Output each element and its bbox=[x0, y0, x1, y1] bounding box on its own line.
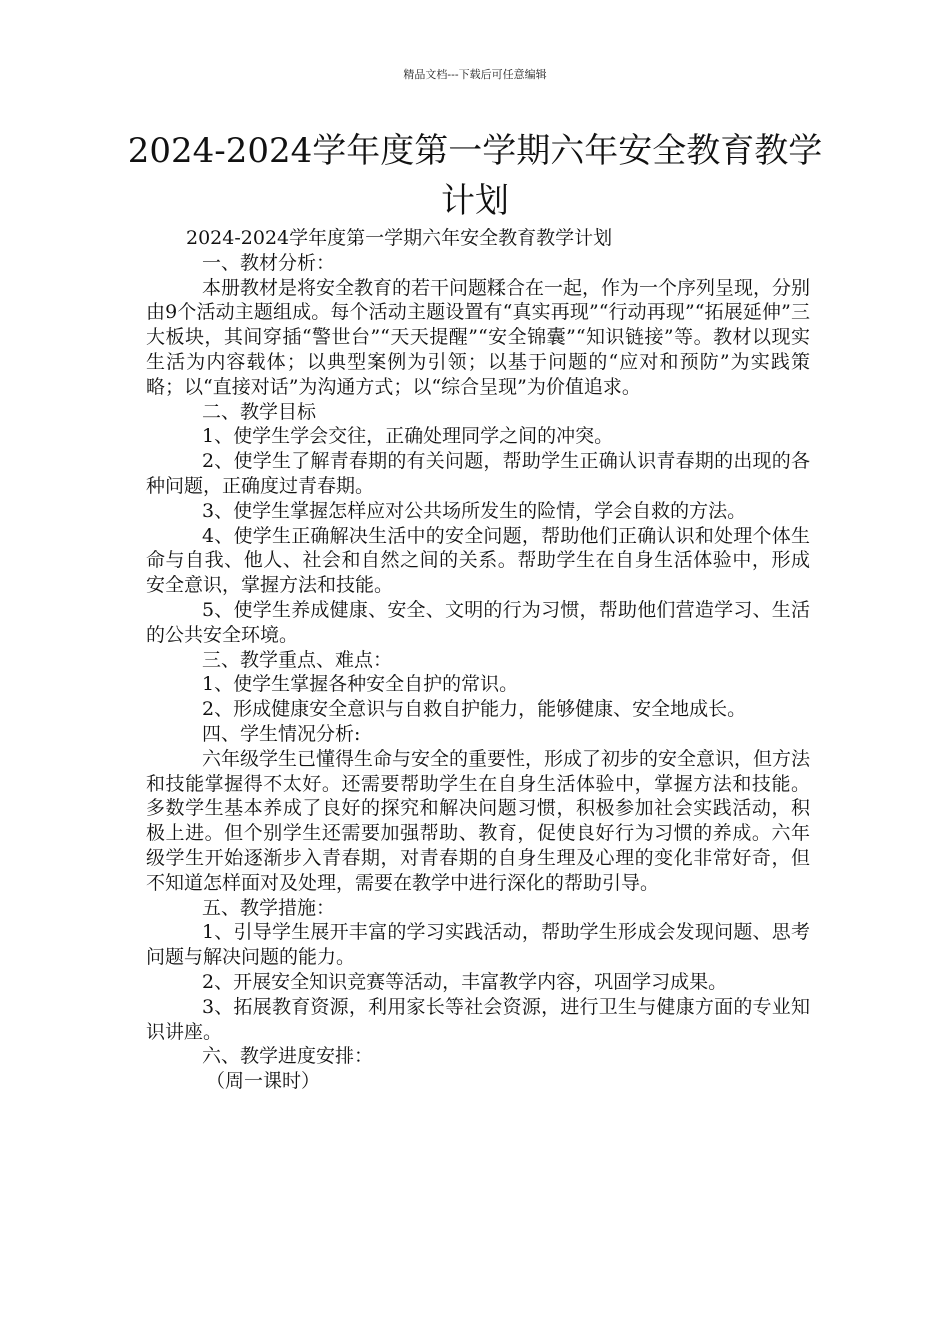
page-header: 精品文档---下载后可任意编辑 bbox=[403, 68, 547, 81]
paragraph: 四、学生情况分析: bbox=[202, 722, 361, 745]
paragraph: 一、教材分析： bbox=[202, 251, 336, 274]
paragraph: 1、使学生学会交往，正确处理同学之间的冲突。 bbox=[202, 425, 614, 448]
document-title: 2024-2024学年度第一学期六年安全教育教学计划 bbox=[127, 131, 823, 221]
paragraph: 4、使学生正确解决生活中的安全问题，帮助他们正确认识和处理个体生命与自我、他人、社会和自然之间的关系。帮助学生在自身生活体验中，形成安全意识，掌握方法和技能。 bbox=[146, 524, 810, 597]
paragraph: 3、拓展教育资源，利用家长等社会资源，进行卫生与健康方面的专业知识讲座。 bbox=[146, 995, 810, 1043]
paragraph: 六、教学进度安排： bbox=[202, 1045, 374, 1068]
paragraph: 2、形成健康安全意识与自救自护能力，能够健康、安全地成长。 bbox=[202, 698, 747, 721]
paragraph: 六年级学生已懂得生命与安全的重要性，形成了初步的安全意识，但方法和技能掌握得不太好。还需要帮助学生在自身生活体验中，掌握方法和技能。多数学生基本养成了良好的探究和解决问题习惯，积极参加社会实践活动，积极上进。但个别学生还需要加强帮助、教育，促使良好行为习惯的养成。六年级学生开始逐渐步入青春期，对青春期的自身生理及心理的变化非常好奇，但不知道怎样面对及处理，需要在教学中进行深化的帮助引导。 bbox=[146, 747, 811, 894]
document-body bbox=[146, 226, 810, 1094]
paragraph: 2024-2024学年度第一学期六年安全教育教学计划 bbox=[186, 227, 613, 249]
paragraph: 三、教学重点、难点： bbox=[202, 648, 393, 671]
paragraph: 3、使学生掌握怎样应对公共场所发生的险情，学会自救的方法。 bbox=[202, 499, 747, 522]
paragraph: 本册教材是将安全教育的若干问题糅合在一起，作为一个序列呈现，分别由9个活动主题组成。每个活动主题设置有“真实再现”“行动再现”“拓展延伸”三大板块，其间穿插“警世台”“天天提醒”“安全锦囊”“知识链接”等。教材以现实生活为内容载体；以典型案例为引领；以基于问题的“应对和预防”为实践策略；以“直接对话”为沟通方式；以“综合呈现”为价值追求。 bbox=[146, 276, 811, 398]
paragraph: 五、教学措施： bbox=[202, 896, 336, 919]
paragraph: 2、开展安全知识竞赛等活动，丰富教学内容，巩固学习成果。 bbox=[202, 970, 728, 993]
paragraph: 1、引导学生展开丰富的学习实践活动，帮助学生形成会发现问题、思考问题与解决问题的能力。 bbox=[146, 921, 810, 969]
paragraph: 5、使学生养成健康、安全、文明的行为习惯，帮助他们营造学习、生活的公共安全环境。 bbox=[146, 598, 810, 646]
paragraph: 二、教学目标 bbox=[202, 400, 317, 423]
paragraph: 1、使学生掌握各种安全自护的常识。 bbox=[202, 673, 519, 696]
paragraph: 2、使学生了解青春期的有关问题，帮助学生正确认识青春期的出现的各种问题，正确度过青春期。 bbox=[146, 450, 810, 497]
paragraph: （周一课时） bbox=[206, 1070, 321, 1093]
